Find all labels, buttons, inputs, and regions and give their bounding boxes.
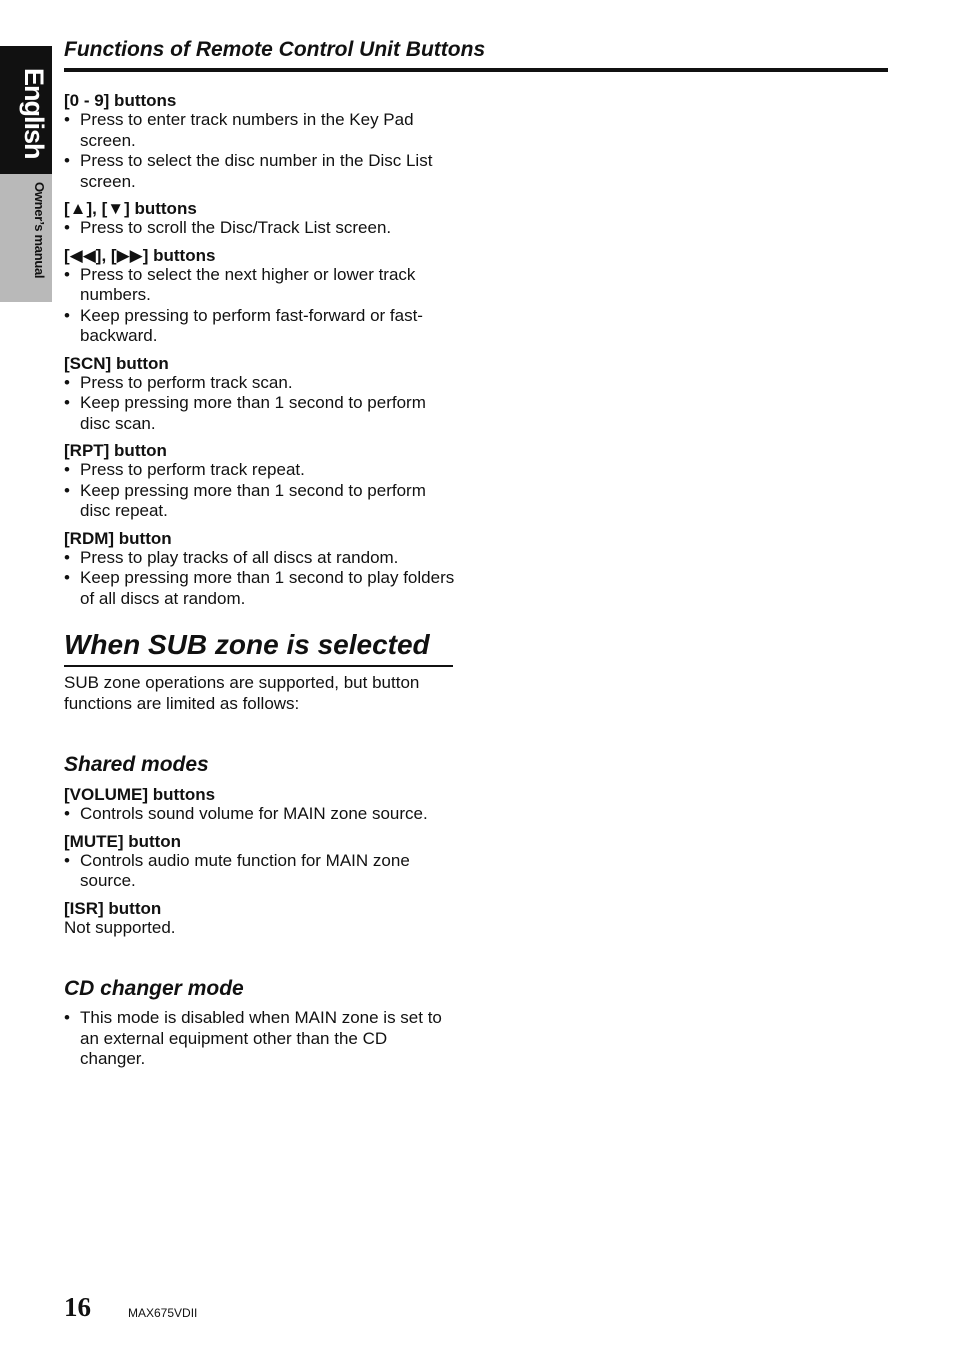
section-heading: [ISR] button: [64, 898, 162, 918]
list-item: • This mode is disabled when MAIN zone is set to an external equipment other than the CD changer.: [64, 1008, 456, 1070]
section-scn-button: [64, 355, 456, 435]
bullet-list: [64, 373, 456, 435]
list-item: • Keep pressing more than 1 second to perform disc scan.: [64, 393, 456, 434]
bullet-list: [64, 804, 456, 825]
list-item: • Press to perform track repeat.: [64, 460, 456, 481]
list-item: • Keep pressing more than 1 second to perform disc repeat.: [64, 481, 456, 522]
list-item: • Press to select the next higher or lower track numbers.: [64, 265, 456, 306]
list-item: • Keep pressing more than 1 second to play folders of all discs at random.: [64, 568, 456, 609]
bullet-list: [64, 110, 456, 192]
header-divider: [64, 68, 888, 72]
sub-zone-heading: When SUB zone is selected: [64, 629, 430, 660]
bullet-list: [64, 265, 456, 347]
page-number: 16: [64, 1292, 91, 1322]
section-rdm-button: [64, 530, 456, 610]
bullet-list: [64, 851, 456, 892]
manual-tab: [0, 174, 52, 302]
list-item: • Press to perform track scan.: [64, 373, 456, 394]
list-item: • Controls audio mute function for MAIN zone source.: [64, 851, 456, 892]
list-item: • Controls sound volume for MAIN zone source.: [64, 804, 456, 825]
section-heading: [0 - 9] buttons: [64, 91, 177, 110]
section-number-buttons: [64, 92, 456, 192]
list-item: • Press to enter track numbers in the Key Pad screen.: [64, 110, 456, 151]
section-isr-button: [64, 900, 456, 939]
section-heading: [▲], [▼] buttons: [64, 199, 197, 218]
side-tab: [0, 46, 52, 302]
list-item: • Press to play tracks of all discs at random.: [64, 548, 456, 569]
section-scroll-buttons: [64, 200, 456, 239]
list-item: • Press to scroll the Disc/Track List screen.: [64, 218, 456, 239]
bullet-list: [64, 460, 456, 522]
section-mute-button: [64, 833, 456, 892]
section-heading: [VOLUME] buttons: [64, 785, 216, 804]
sub-zone-intro: SUB zone operations are supported, but button functions are limited as follows:: [64, 673, 420, 713]
main-column: [64, 92, 456, 1070]
section-heading: [MUTE] button: [64, 831, 182, 851]
bullet-list: [64, 548, 456, 610]
list-item: • Keep pressing to perform fast-forward or fast-backward.: [64, 306, 456, 347]
language-tab: [0, 46, 52, 174]
language-label: English: [19, 68, 49, 159]
page-title: Functions of Remote Control Unit Buttons: [64, 38, 486, 61]
cd-changer-heading: CD changer mode: [64, 977, 244, 1000]
model-number: MAX675VDII: [128, 1306, 198, 1320]
manual-label: Owner’s manual: [32, 182, 47, 279]
list-item: • Press to select the disc number in the Disc List screen.: [64, 151, 456, 192]
section-skip-buttons: [64, 247, 456, 347]
bullet-list: [64, 1008, 456, 1070]
section-heading: [RDM] button: [64, 528, 172, 548]
section-volume-buttons: [64, 786, 456, 825]
section-heading: [◀◀], [▶▶] buttons: [64, 245, 216, 265]
isr-text: Not supported.: [64, 917, 176, 937]
bullet-list: [64, 218, 456, 239]
section-heading: [RPT] button: [64, 441, 167, 460]
section-heading: [SCN] button: [64, 353, 169, 373]
shared-modes-heading: Shared modes: [64, 753, 209, 776]
sub-zone-divider: [64, 665, 453, 667]
section-rpt-button: [64, 442, 456, 522]
